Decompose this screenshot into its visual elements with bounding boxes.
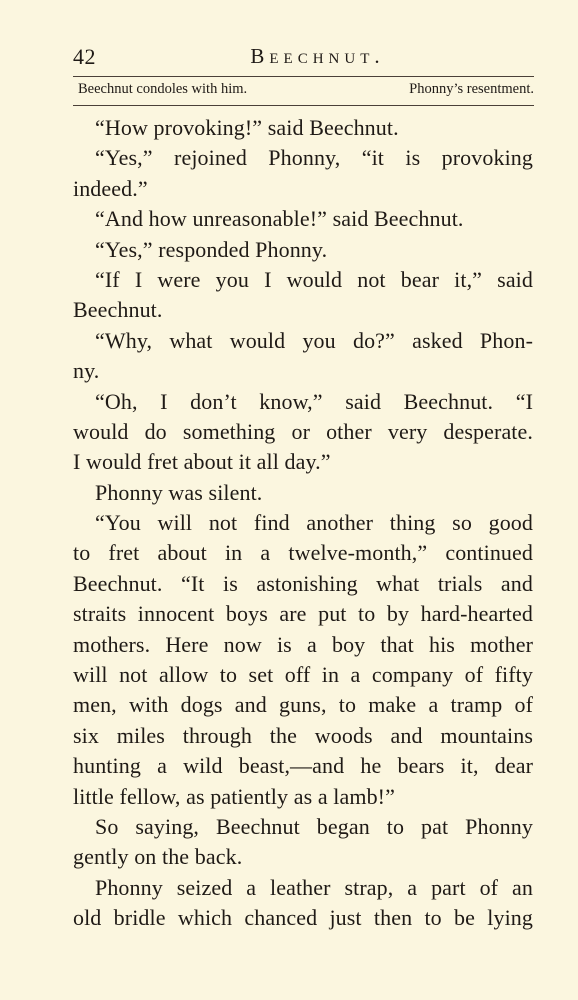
text-line: gently on the back. — [73, 844, 243, 870]
text-line: “Yes,” responded Phonny. — [95, 236, 328, 262]
text-line: “If I were you I would not bear it,” said — [95, 266, 533, 292]
text-line: “Why, what would you do?” asked Phon- — [95, 327, 533, 353]
text-line: men, with dogs and guns, to make a tramp of — [73, 692, 533, 718]
text-line: hunting a wild beast,—and he bears it, dear — [73, 753, 533, 779]
text-line: mothers. Here now is a boy that his mother — [73, 631, 533, 657]
text-line: old bridle which chanced just then to be lying — [73, 905, 533, 931]
text-line: Phonny seized a leather strap, a part of an — [95, 874, 533, 900]
text-line: will not allow to set off in a company of fifty — [73, 662, 533, 688]
text-line: Phonny was silent. — [95, 479, 263, 505]
sidenote-right: Phonny’s resentment. — [409, 81, 534, 97]
text-line: I would fret about it all day.” — [73, 449, 331, 475]
book-title: Beechnut. — [250, 44, 385, 68]
sidenote-bar — [73, 81, 534, 103]
text-line: “Oh, I don’t know,” said Beechnut. “I — [95, 388, 533, 414]
text-line: to fret about in a twelve-month,” continued — [73, 540, 533, 566]
page-number: 42 — [73, 44, 96, 69]
text-line: little fellow, as patiently as a lamb!” — [73, 783, 395, 809]
text-line: indeed.” — [73, 175, 148, 201]
text-line: straits innocent boys are put to by hard-hearted — [73, 601, 533, 627]
text-line: “You will not find another thing so good — [95, 510, 533, 536]
text-line: So saying, Beechnut began to pat Phonny — [95, 813, 533, 839]
body-text — [73, 113, 533, 934]
text-line: ny. — [73, 358, 100, 384]
text-line: Beechnut. “It is astonishing what trials and — [73, 570, 533, 596]
text-line: would do something or other very desperate. — [73, 418, 533, 444]
text-line: “How provoking!” said Beechnut. — [95, 115, 399, 140]
text-line: “Yes,” rejoined Phonny, “it is provoking — [95, 145, 533, 171]
text-line: six miles through the woods and mountains — [73, 722, 533, 748]
header-rule — [73, 76, 534, 77]
text-line: “And how unreasonable!” said Beechnut. — [95, 206, 464, 232]
running-head — [73, 44, 534, 74]
sidenote-rule — [73, 105, 534, 106]
text-line: Beechnut. — [73, 297, 163, 323]
sidenote-left: Beechnut condoles with him. — [78, 81, 248, 97]
